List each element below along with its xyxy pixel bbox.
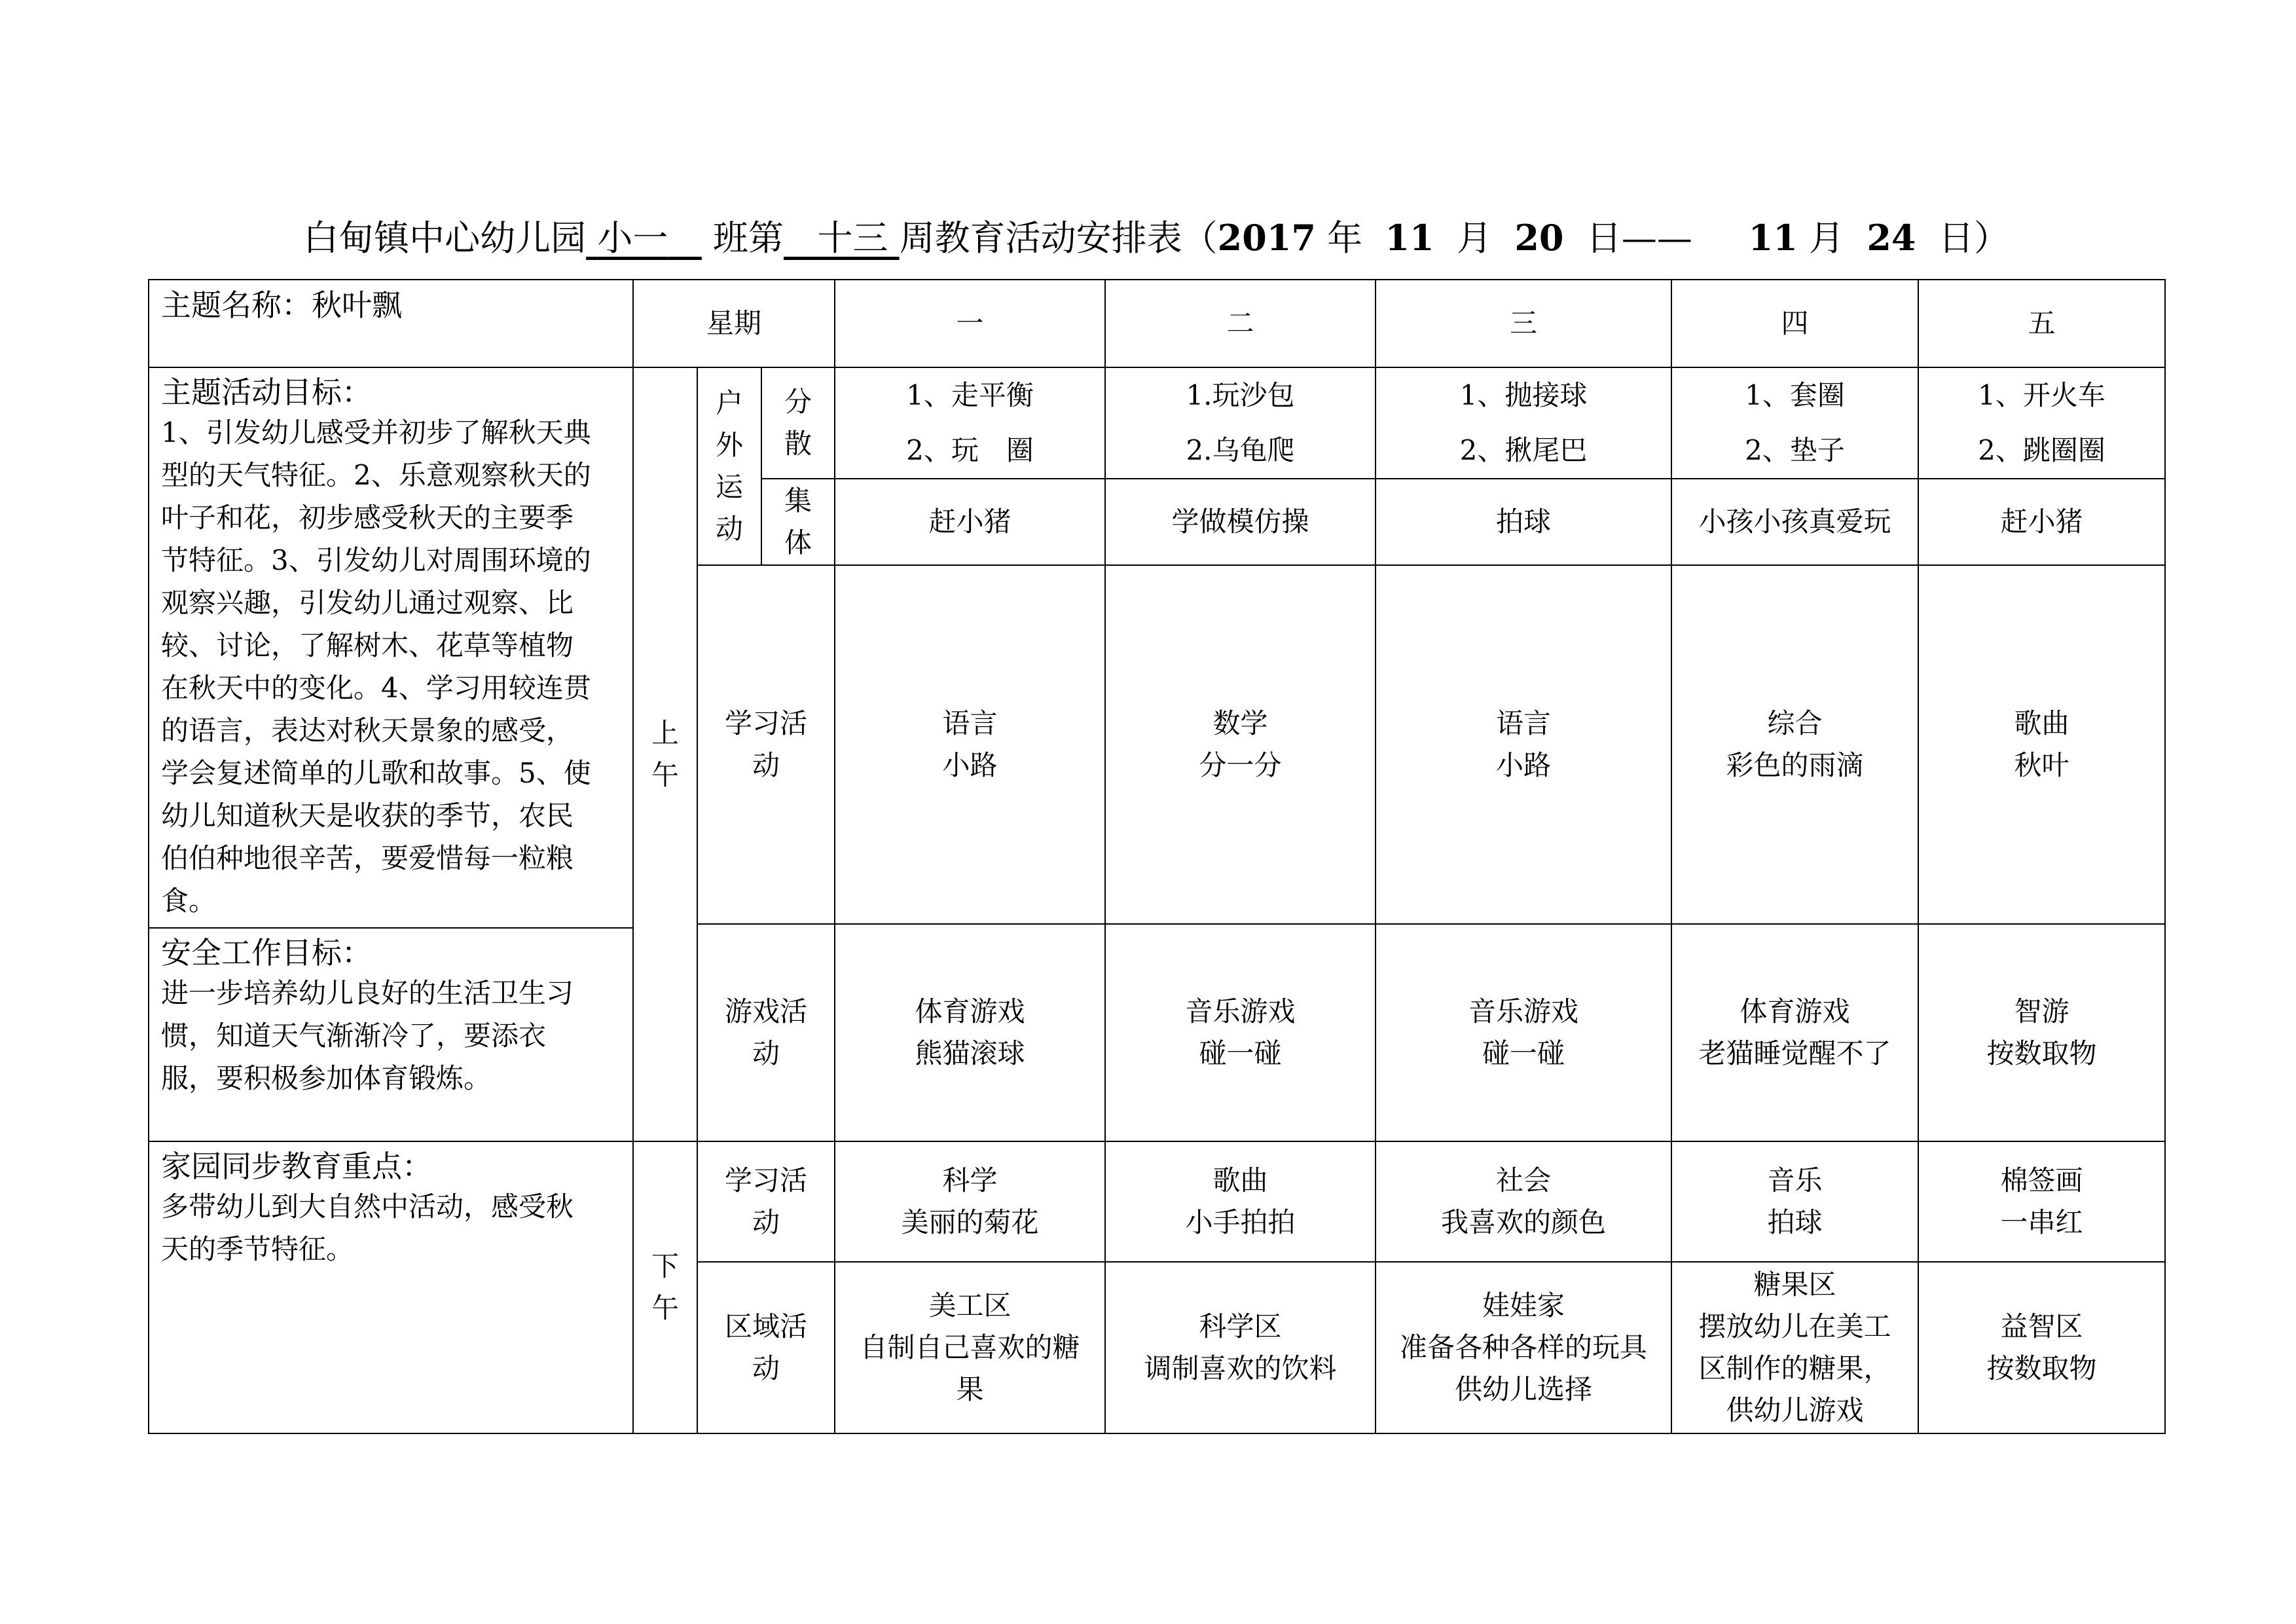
goals-heading: 主题活动目标：: [161, 375, 372, 410]
goals-line: 型的天气特征。2、乐意观察秋天的: [161, 459, 591, 491]
afternoon-areas-thu: 糖果区 摆放幼儿在美工 区制作的糖果， 供幼儿游戏: [1671, 1262, 1918, 1433]
afternoon-study-fri: 棉签画 一串红: [1918, 1141, 2165, 1262]
outdoor-label: 户 外 运 动: [697, 367, 761, 565]
morning-games-mon: 体育游戏 熊猫滚球: [835, 924, 1105, 1141]
afternoon-study-label: 学习活 动: [697, 1141, 835, 1262]
day-header-wed: 三: [1376, 280, 1671, 367]
theme-goals: [149, 367, 633, 928]
outdoor-scatter-mon: 1、走平衡 2、玩 圈: [835, 367, 1105, 479]
goals-line: 的语言，表达对秋天景象的感受，: [161, 714, 574, 747]
start-month: 11: [1385, 217, 1434, 259]
week-suffix: 周教育活动安排表（: [899, 217, 1218, 259]
morning-games-label: 游戏活 动: [697, 924, 835, 1141]
start-day-unit: 日——: [1586, 217, 1692, 259]
goals-line: 幼儿知道秋天是收获的季节，农民: [161, 800, 574, 832]
page-title: [148, 208, 2164, 267]
outdoor-group-label: 集 体: [761, 479, 835, 565]
year-unit: 年: [1327, 217, 1363, 259]
morning-study-wed: 语言 小路: [1376, 565, 1671, 924]
outdoor-group-fri: 赶小猪: [1918, 479, 2165, 565]
schedule-table: [148, 279, 2166, 1434]
morning-study-fri: 歌曲 秋叶: [1918, 565, 2165, 924]
safety-heading: 安全工作目标：: [161, 935, 372, 970]
morning-study-tue: 数学 分一分: [1105, 565, 1376, 924]
morning-games-thu: 体育游戏 老猫睡觉醒不了: [1671, 924, 1918, 1141]
family-focus: [149, 1141, 633, 1433]
outdoor-scatter-fri: 1、开火车 2、跳圈圈: [1918, 367, 2165, 479]
goals-line: 在秋天中的变化。4、学习用较连贯: [161, 672, 591, 704]
outdoor-group-tue: 学做模仿操: [1105, 479, 1376, 565]
goals-line: 1、引发幼儿感受并初步了解秋天典: [161, 416, 591, 449]
morning-games-tue: 音乐游戏 碰一碰: [1105, 924, 1376, 1141]
afternoon-areas-mon: 美工区 自制自己喜欢的糖 果: [835, 1262, 1105, 1433]
outdoor-group-thu: 小孩小孩真爱玩: [1671, 479, 1918, 565]
afternoon-study-thu: 音乐 拍球: [1671, 1141, 1918, 1262]
morning-games-fri: 智游 按数取物: [1918, 924, 2165, 1141]
goals-line: 叶子和花，初步感受秋天的主要季: [161, 502, 574, 534]
goals-line: 食。: [161, 885, 217, 917]
afternoon-areas-label: 区域活 动: [697, 1262, 835, 1433]
theme-cell: [149, 280, 633, 367]
family-line: 多带幼儿到大自然中活动，感受秋: [161, 1190, 574, 1223]
day-header-tue: 二: [1105, 280, 1376, 367]
outdoor-group-wed: 拍球: [1376, 479, 1671, 565]
afternoon-study-wed: 社会 我喜欢的颜色: [1376, 1141, 1671, 1262]
day-header-thu: 四: [1671, 280, 1918, 367]
goals-line: 学会复述简单的儿歌和故事。5、使: [161, 757, 591, 789]
morning-label: 上 午: [633, 367, 697, 1141]
goals-line: 较、讨论，了解树木、花草等植物: [161, 629, 574, 661]
goals-line: 节特征。3、引发幼儿对周围环境的: [161, 544, 591, 576]
school-name: 白甸镇中心幼儿园: [303, 217, 587, 259]
afternoon-areas-fri: 益智区 按数取物: [1918, 1262, 2165, 1433]
week-number: 十三: [817, 217, 888, 259]
afternoon-study-tue: 歌曲 小手拍拍: [1105, 1141, 1376, 1262]
outdoor-group-mon: 赶小猪: [835, 479, 1105, 565]
safety-line: 进一步培养幼儿良好的生活卫生习: [161, 977, 574, 1009]
morning-study-thu: 综合 彩色的雨滴: [1671, 565, 1918, 924]
afternoon-label: 下 午: [633, 1141, 697, 1433]
goals-line: 伯伯种地很辛苦，要爱惜每一粒粮: [161, 842, 574, 874]
morning-study-label: 学习活 动: [697, 565, 835, 924]
start-month-unit: 月: [1456, 217, 1492, 259]
afternoon-areas-tue: 科学区 调制喜欢的饮料: [1105, 1262, 1376, 1433]
safety-line: 惯，知道天气渐渐冷了，要添衣: [161, 1020, 547, 1052]
theme-label: 主题名称：: [161, 287, 312, 323]
theme-value: 秋叶飘: [312, 287, 402, 323]
goals-line: 观察兴趣，引发幼儿通过观察、比: [161, 587, 574, 619]
outdoor-scatter-wed: 1、抛接球 2、揪尾巴: [1376, 367, 1671, 479]
family-heading: 家园同步教育重点：: [161, 1149, 432, 1184]
outdoor-scatter-thu: 1、套圈 2、垫子: [1671, 367, 1918, 479]
start-day: 20: [1514, 217, 1564, 259]
outdoor-scatter-tue: 1.玩沙包 2.乌龟爬: [1105, 367, 1376, 479]
afternoon-study-mon: 科学 美丽的菊花: [835, 1141, 1105, 1262]
day-header-mon: 一: [835, 280, 1105, 367]
outdoor-scatter-label: 分 散: [761, 367, 835, 479]
end-day-unit: 日）: [1938, 217, 2009, 259]
weekday-header: 星期: [633, 280, 835, 367]
afternoon-areas-wed: 娃娃家 准备各种各样的玩具 供幼儿选择: [1376, 1262, 1671, 1433]
class-suffix: 班第: [713, 217, 784, 259]
class-name: 小一: [597, 217, 668, 259]
end-month-unit: 月: [1808, 217, 1844, 259]
safety-goals: [149, 928, 633, 1141]
year: 2017: [1217, 217, 1316, 259]
family-line: 天的季节特征。: [161, 1233, 354, 1265]
end-month: 11: [1748, 217, 1798, 259]
day-header-fri: 五: [1918, 280, 2165, 367]
morning-study-mon: 语言 小路: [835, 565, 1105, 924]
morning-games-wed: 音乐游戏 碰一碰: [1376, 924, 1671, 1141]
safety-line: 服，要积极参加体育锻炼。: [161, 1062, 492, 1094]
end-day: 24: [1867, 217, 1916, 259]
